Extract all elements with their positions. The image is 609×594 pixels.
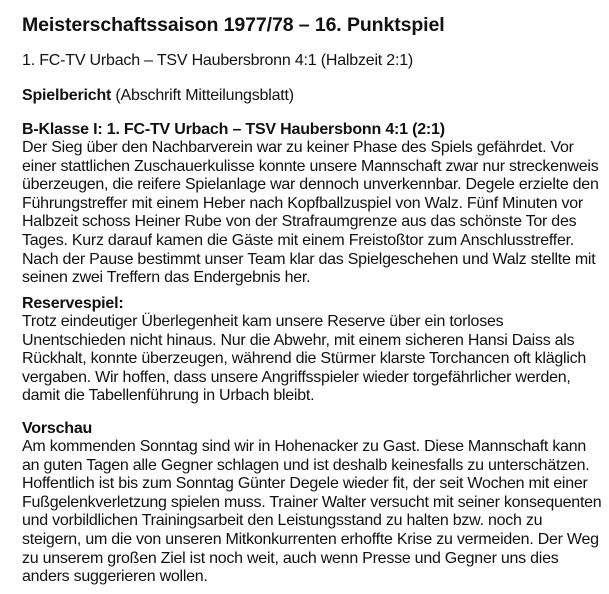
match-result: 1. FC-TV Urbach – TSV Haubersbronn 4:1 (Halbzeit 2:1) (22, 52, 414, 69)
text-line: Nach der Pause bestimmt unser Team klar das Spielgeschehen und Walz stellte mit (22, 250, 596, 268)
text-line: Hoffentlich ist bis zum Sonntag Günter Degele wieder fit, der seit Wochen mit einer (22, 475, 588, 493)
text-line: Der Sieg über den Nachbarverein war zu keiner Phase des Spiels gefährdet. Vor (22, 139, 574, 156)
text-line: überzeugen, die reifere Spielanlage war dennoch unverkennbar. Degele erzielte den (22, 176, 599, 194)
section-heading-reserve: Reservespiel: (22, 295, 124, 312)
text-line: Halbzeit schoss Heiner Rube von der Strafraumgrenze aus das schönste Tor des (22, 213, 577, 231)
text-line: zu unserem großen Ziel ist noch weit, auch wenn Presse und Gegner uns dies (22, 549, 559, 567)
text-line: Rückhalt, konnte überzeugen, während die Stürmer klarste Torchancen oft kläglich (22, 350, 587, 368)
section-body-reserve (22, 313, 586, 406)
text-line: Am kommenden Sonntag sind wir in Hohenacker zu Gast. Diese Mannschaft kann (22, 438, 587, 455)
section-heading-match: B-Klasse I: 1. FC-TV Urbach – TSV Haubersbonn 4:1 (2:1) (22, 121, 445, 138)
text-line: anders suggerieren wollen. (22, 568, 208, 586)
text-line: Führungstreffer mit einem Heber nach Kopfballzuspiel von Walz. Fünf Minuten vor (22, 194, 583, 212)
page-title: Meisterschaftssaison 1977/78 – 16. Punktspiel (22, 14, 445, 36)
section-body-match (22, 139, 599, 288)
report-source: (Abschrift Mitteilungsblatt) (111, 87, 294, 104)
text-line: vergaben. Wir hoffen, dass unsere Angriffsspieler wieder torgefährlicher werden, (22, 368, 571, 386)
text-line: Tages. Kurz darauf kamen die Gäste mit einem Freistoßtor zum Anschlusstreffer. (22, 231, 574, 249)
text-line: damit die Tabellenführung in Urbach bleibt. (22, 387, 315, 405)
section-body-preview (22, 438, 601, 587)
text-line: Unentschieden nicht hinaus. Nur die Abwehr, mit einem sicheren Hansi Daiss als (22, 331, 575, 349)
text-line: einer stattlichen Zuschauerkulisse konnte unsere Mannschaft zwar nur streckenweis (22, 157, 599, 175)
text-line: steigern, um die von unseren Mitkonkurrenten erhoffte Krise zu vermeiden. Der Weg (22, 530, 599, 548)
report-label-line (22, 87, 294, 105)
text-line: Trotz eindeutiger Überlegenheit kam unsere Reserve über ein torloses (22, 313, 504, 330)
text-line: und vorbildlichen Trainingsarbeit den Leistungsstand zu halten bzw. noch zu (22, 512, 543, 530)
section-heading-preview: Vorschau (22, 420, 93, 437)
report-label: Spielbericht (22, 87, 112, 104)
text-line: an guten Tagen alle Gegner schlagen und ist deshalb keinesfalls zu unterschätzen. (22, 456, 590, 474)
text-line: Fußgelenkverletzung spielen muss. Trainer Walter versucht mit seiner konsequenten (22, 493, 602, 511)
text-line: seinen zwei Treffern das Endergebnis her. (22, 269, 311, 287)
